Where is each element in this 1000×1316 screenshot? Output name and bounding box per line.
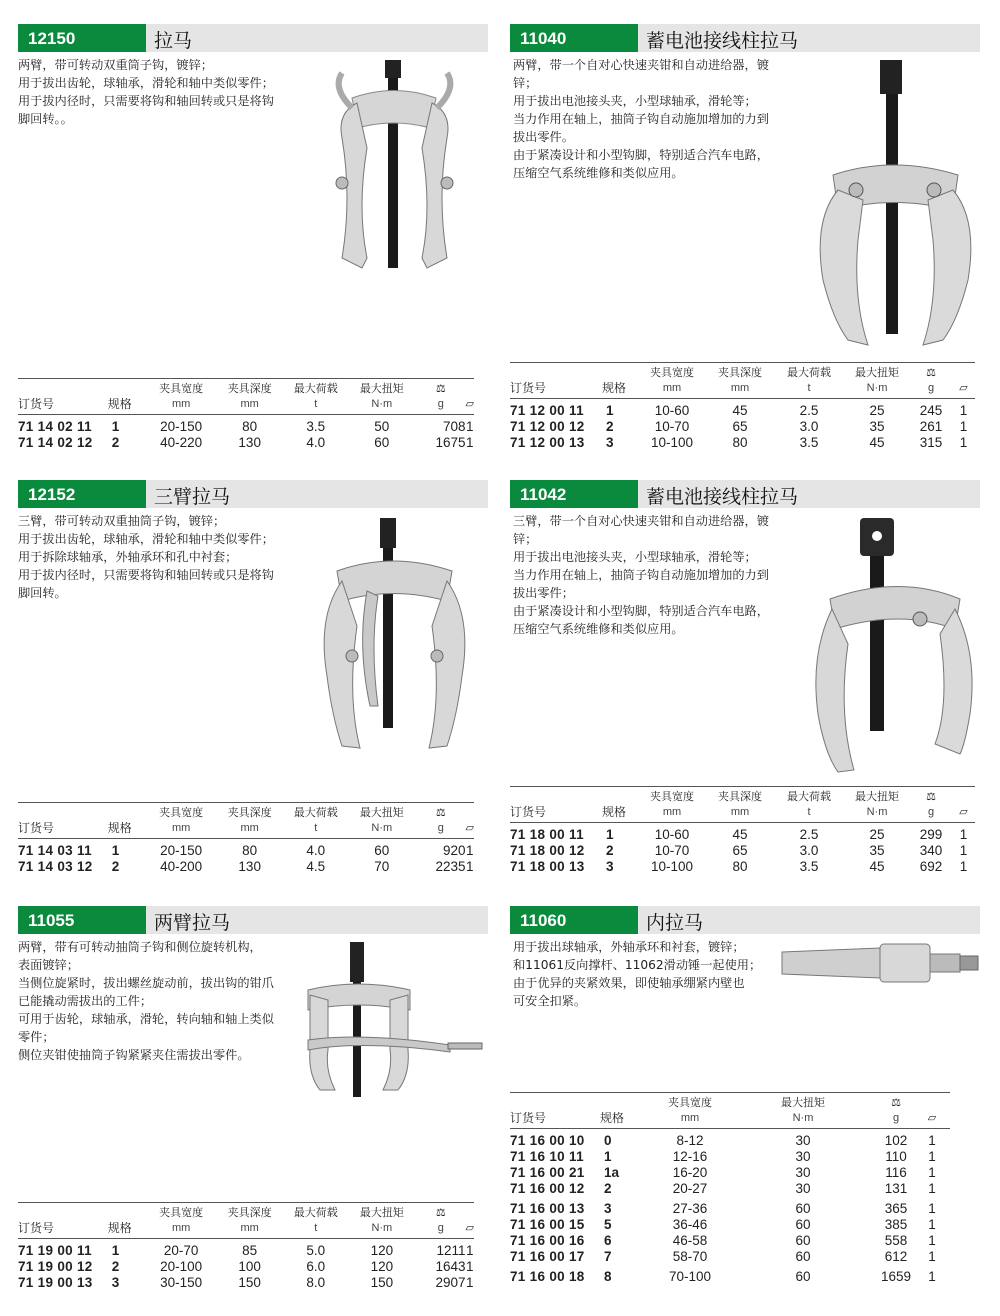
scale-icon: ⚖ — [435, 1207, 446, 1219]
section-12150 — [18, 24, 488, 52]
description-11040: 两臂，带一个自对心快速夹钳和自动进给器，镀 锌； 用于拔出电池接头夹，小型球轴承，滑轮等； 当力作用在轴上，抽筒子钩自动施加增加的力到 拔出零件。 由于紧凑设计和小型钩脚，特别适合汽车电路， 压缩空气系统维修和类似应用。 — [513, 58, 769, 180]
description-11060: 用于拔出球轴承，外轴承环和衬套，镀锌； 和11061反向撑杆、11062滑动锤一起使用； 由于优异的夹紧效果，即使轴承绷紧内壁也 可安全扣紧。 — [513, 940, 762, 1008]
table-row: 71 14 03 11 1 20-150 80 4.0 60 920 1 — [18, 843, 474, 858]
table-row: 71 12 00 13 3 10-100 80 3.5 45 315 1 — [510, 435, 968, 450]
product-code: 12150 — [18, 24, 146, 52]
table-row: 71 16 00 18 8 70-100 60 1659 1 — [510, 1269, 936, 1284]
description-11042: 三臂，带一个自对心快速夹钳和自动进给器，镀 锌； 用于拔出电池接头夹，小型球轴承，滑轮等； 当力作用在轴上，抽筒子钩自动施加增加的力到 拔出零件； 由于紧凑设计和小型钩脚，特别适合汽车电路， 压缩空气系统维修和类似应用。 — [513, 514, 769, 636]
table-row: 71 18 00 13 3 10-100 80 3.5 45 692 1 — [510, 859, 968, 874]
table-row: 71 18 00 12 2 10-70 65 3.0 35 340 1 — [510, 843, 968, 858]
product-title: 三臂拉马 — [154, 486, 231, 508]
product-code: 11055 — [18, 906, 146, 934]
section-header — [18, 906, 488, 934]
package-icon: ▱ — [927, 1112, 937, 1124]
product-code: 12152 — [18, 480, 146, 508]
scale-icon: ⚖ — [926, 791, 936, 803]
table-row: 71 18 00 11 1 10-60 45 2.5 25 299 1 — [510, 827, 968, 842]
package-icon: ▱ — [959, 806, 968, 818]
section-11055 — [18, 906, 488, 934]
section-header — [510, 906, 980, 934]
product-code: 11060 — [510, 906, 638, 934]
table-row: 71 16 10 11 1 12-16 30 110 1 — [510, 1149, 936, 1164]
table-row: 71 16 00 10 0 8-12 30 102 1 — [510, 1133, 936, 1148]
scale-icon: ⚖ — [435, 807, 446, 819]
spec-table-11040: 订货号 规格 夹具宽度 mm 夹具深度 mm 最大荷载 t 最大扭矩 N·m ⚖ g ▱ 71 12 00 11 1 10-60 45 2.5 25 245 1 71 12 00 12 2 10-70 65 3.0 35 261 1 71 12 00 13 3 10-100 80 3.5 45 315 1 — [510, 362, 975, 451]
two-arm-puller-image — [312, 58, 482, 280]
section-11042 — [510, 480, 980, 508]
table-row: 71 16 00 17 7 58-70 60 612 1 — [510, 1249, 936, 1264]
section-header — [18, 480, 488, 508]
three-arm-battery-puller-image — [810, 514, 980, 776]
battery-terminal-puller-image — [808, 60, 980, 352]
description-12150: 两臂，带可转动双重筒子钩，镀锌； 用于拔出齿轮，球轴承，滑轮和轴中类似零件； 用于拔内径时，只需要将钩和轴回转或只是将钩 脚回转。。 — [18, 58, 274, 126]
scale-icon: ⚖ — [435, 383, 446, 395]
section-header — [510, 480, 980, 508]
package-icon: ▱ — [465, 398, 474, 410]
table-row: 71 16 00 13 3 27-36 60 365 1 — [510, 1201, 936, 1216]
spec-table-11055: 订货号 规格 夹具宽度 mm 夹具深度 mm 最大荷载 t 最大扭矩 N·m ⚖ g ▱ 71 19 00 11 1 20-70 85 5.0 120 1211 1 71 19 00 12 2 20-100 100 6.0 120 1643 1 71 19 00 13 3 30-150 150 8.0 150 2907 1 — [18, 1202, 474, 1291]
table-row: 71 16 00 15 5 36-46 60 385 1 — [510, 1217, 936, 1232]
table-row: 71 14 02 11 1 20-150 80 3.5 50 708 1 — [18, 419, 474, 434]
scale-icon: ⚖ — [891, 1097, 901, 1109]
package-icon: ▱ — [465, 822, 474, 834]
table-row: 71 19 00 11 1 20-70 85 5.0 120 1211 1 — [18, 1243, 474, 1258]
product-title: 拉马 — [154, 30, 193, 52]
table-row: 71 14 03 12 2 40-200 130 4.5 70 2235 1 — [18, 859, 474, 874]
two-arm-side-clamp-puller-image — [300, 940, 490, 1110]
table-row: 71 16 00 16 6 46-58 60 558 1 — [510, 1233, 936, 1248]
section-11060 — [510, 906, 980, 934]
spec-table-12150: 订货号 规格 夹具宽度 mm 夹具深度 mm 最大荷载 t 最大扭矩 N·m ⚖ g ▱ 71 14 02 11 1 20-150 80 3.5 50 708 1 71 14 02 12 2 40-220 130 4.0 60 1675 1 — [18, 378, 474, 451]
scale-icon: ⚖ — [926, 367, 936, 379]
internal-puller-image — [780, 938, 980, 988]
product-title: 两臂拉马 — [154, 912, 231, 934]
table-row: 71 19 00 12 2 20-100 100 6.0 120 1643 1 — [18, 1259, 474, 1274]
description-12152: 三臂，带可转动双重抽筒子钩，镀锌； 用于拔出齿轮，球轴承，滑轮和轴中类似零件； 用于拆除球轴承，外轴承环和孔中衬套； 用于拔内径时，只需要将钩和轴回转或只是将钩 脚回转。 — [18, 514, 274, 600]
spec-table-11042: 订货号 规格 夹具宽度 mm 夹具深度 mm 最大荷载 t 最大扭矩 N·m ⚖ g ▱ 71 18 00 11 1 10-60 45 2.5 25 299 1 71 18 00 12 2 10-70 65 3.0 35 340 1 71 18 00 13 3 10-100 80 3.5 45 692 1 — [510, 786, 975, 875]
table-row: 71 14 02 12 2 40-220 130 4.0 60 1675 1 — [18, 435, 474, 450]
product-code: 11042 — [510, 480, 638, 508]
spec-table-11060: 订货号 规格 夹具宽度 mm 最大扭矩 N·m ⚖ g ▱ 71 16 00 10 0 8-12 30 102 1 71 16 10 11 1 12-16 30 110 1 71 16 00 21 1a 16-20 30 116 1 71 16 00 12 2 20-27 30 131 1 71 16 00 13 3 27-36 60 365 1 71 16 00 15 5 36-46 60 385 1 71 16 00 16 6 46-58 60 558 1 71 16 00 17 7 58-70 60 612 1 71 16 00 18 8 70-100 60 1659 1 — [510, 1092, 950, 1285]
table-row: 71 19 00 13 3 30-150 150 8.0 150 2907 1 — [18, 1275, 474, 1290]
three-arm-puller-image — [312, 516, 484, 752]
section-header — [18, 24, 488, 52]
table-row: 71 12 00 11 1 10-60 45 2.5 25 245 1 — [510, 403, 968, 418]
table-row: 71 16 00 21 1a 16-20 30 116 1 — [510, 1165, 936, 1180]
section-11040 — [510, 24, 980, 52]
table-row: 71 12 00 12 2 10-70 65 3.0 35 261 1 — [510, 419, 968, 434]
table-row: 71 16 00 12 2 20-27 30 131 1 — [510, 1181, 936, 1196]
package-icon: ▱ — [465, 1222, 474, 1234]
spec-table-12152: 订货号 规格 夹具宽度 mm 夹具深度 mm 最大荷载 t 最大扭矩 N·m ⚖ g ▱ 71 14 03 11 1 20-150 80 4.0 60 920 1 71 14 03 12 2 40-200 130 4.5 70 2235 1 — [18, 802, 474, 875]
product-code: 11040 — [510, 24, 638, 52]
section-12152 — [18, 480, 488, 508]
product-title: 内拉马 — [646, 912, 704, 934]
package-icon: ▱ — [959, 382, 968, 394]
description-11055: 两臂，带有可转动抽筒子钩和侧位旋转机构， 表面镀锌； 当侧位旋紧时，拔出螺丝旋动前，拔出钩的钳爪 已能撬动需拔出的工件； 可用于齿轮，球轴承，滑轮，转向轴和轴上类似 零件； 侧位夹钳使抽筒子钩紧紧夹住需拔出零件。 — [18, 940, 274, 1062]
product-title: 蓄电池接线柱拉马 — [646, 30, 799, 52]
section-header — [510, 24, 980, 52]
product-title: 蓄电池接线柱拉马 — [646, 486, 799, 508]
